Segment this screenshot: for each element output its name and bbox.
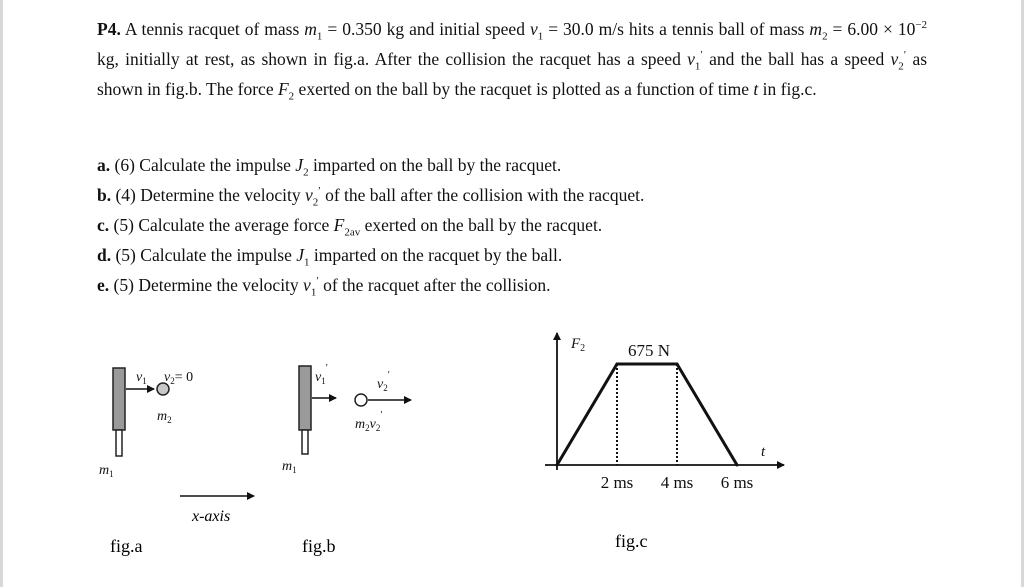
- m1-value: = 0.350: [327, 19, 382, 39]
- m2-symbol: m: [809, 19, 823, 39]
- problem-text-2: kg and initial speed: [386, 19, 525, 39]
- svg-text:m2v2′: $m_2v_2'$: [355, 410, 383, 433]
- svg-text:m1: $m_1$: [282, 459, 297, 475]
- problem-text-6: exerted on the ball by the racquet is plotted as a function of time: [298, 79, 750, 99]
- fig-a: [99, 368, 193, 479]
- racquet-handle-b: [302, 430, 308, 454]
- problem-id: P4.: [97, 19, 121, 39]
- racquet-head-b: [299, 366, 311, 430]
- part-item: a. (6) Calculate the impulse $J_2$ imparted on the ball by the racquet.: [97, 155, 562, 179]
- part-item: d. (5) Calculate the impulse $J_1$ imparted on the racquet by the ball.: [97, 245, 563, 269]
- problem-text-7: in fig.c.: [762, 79, 817, 99]
- fig-b-caption: fig.b: [302, 536, 336, 556]
- svg-text:v1′: $v_1'$: [315, 363, 328, 386]
- svg-text:m1: $m_1$: [99, 463, 114, 479]
- chart-y-label: $F_2$: [571, 336, 586, 354]
- chart-peak-label: 675 N: [627, 341, 671, 360]
- force-data-point: [736, 464, 739, 467]
- m2-exponent: −2: [915, 19, 928, 32]
- x-tick-label: 2 ms: [600, 473, 634, 492]
- svg-text:m2: $m_2$: [157, 409, 172, 425]
- force-data-point: [556, 464, 559, 467]
- part-item: b. (4) Determine the velocity $v_2'$ of the ball after the collision with the racquet.: [97, 185, 645, 209]
- part-item: e. (5) Determine the velocity $v_1'$ of the racquet after the collision.: [97, 275, 551, 299]
- x-tick-label: 6 ms: [720, 473, 754, 492]
- ball-b: [355, 394, 367, 406]
- problem-text-1: A tennis racquet of mass: [124, 19, 300, 39]
- m2-value: = 6.00 × 10: [832, 19, 916, 39]
- svg-text:v1: $v_1$: [136, 370, 147, 386]
- force-series-line: [557, 364, 737, 465]
- racquet-head-a: [113, 368, 125, 430]
- racquet-handle-a: [116, 430, 122, 456]
- svg-text:v2′: $v_2'$: [377, 370, 390, 393]
- fig-c-caption: fig.c: [615, 531, 648, 551]
- problem-text-4: and the ball has a speed: [709, 49, 885, 69]
- problem-statement: P4. A tennis racquet of mass $m_1 = 0.350$ kg and initial speed $v_1 = 30.0$ m/s hits a tennis ball of mass $m_2 = 6.00 \times 10^{-2}$ kg, initially at rest, as shown in fig.a. After the collision the racquet has a speed $v_1'$ and the ball has a speed $v_2'$ as shown in fig.b. The force $F_2$ exerted on the ball by the racquet is plotted as a function of time t in fig.c.: [97, 19, 928, 103]
- chart-x-label: t: [761, 444, 766, 460]
- fig-b: [282, 363, 411, 475]
- x-tick-label: 4 ms: [660, 473, 694, 492]
- x-axis-indicator: [180, 496, 254, 525]
- problem-text-5: as shown in fig.b. The force: [97, 49, 928, 99]
- m1-symbol: m: [304, 19, 317, 39]
- problem-text-3: kg, initially at rest, as shown in fig.a. After the collision the racquet has a speed: [97, 49, 681, 69]
- part-item: c. (5) Calculate the average force $F_{2av}$ exerted on the ball by the racquet.: [97, 215, 603, 239]
- svg-text:x-axis: x-axis: [192, 508, 231, 525]
- v1-symbol: v: [529, 19, 538, 39]
- force-time-chart: [545, 333, 784, 492]
- svg-text:v2= 0: $v_2= 0$: [164, 370, 194, 386]
- v1-value: = 30.0 m/s hits a tennis ball of mass: [548, 19, 805, 39]
- fig-a-caption: fig.a: [110, 536, 143, 556]
